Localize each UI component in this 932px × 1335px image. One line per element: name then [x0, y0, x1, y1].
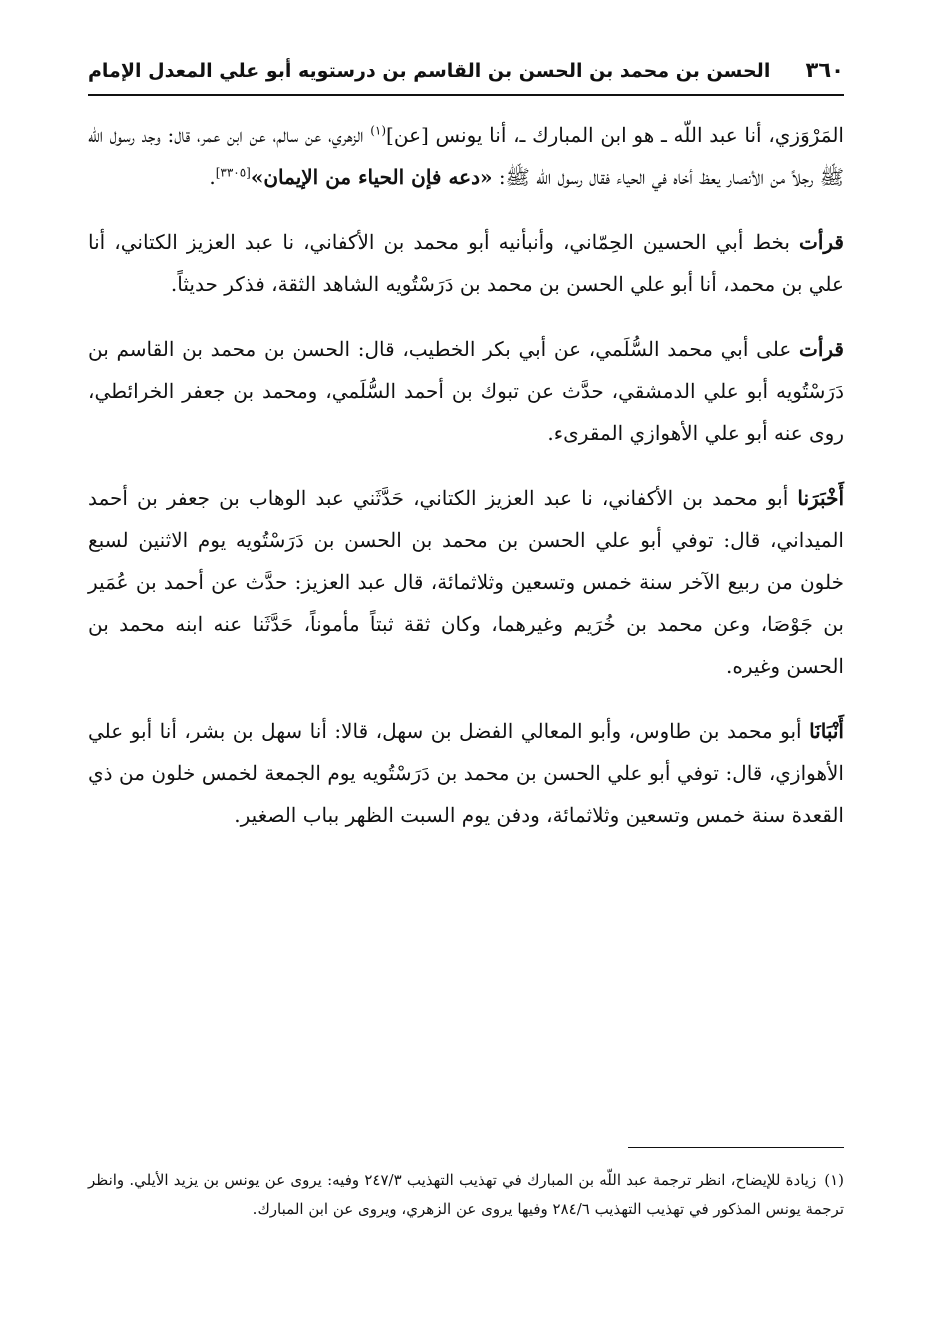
hadith-quote: «دعه فإن الحياء من الإيمان»	[250, 165, 493, 189]
paragraph-3-text: على أبي محمد السُّلَمي، عن أبي بكر الخطيب، قال: الحسن بن محمد بن القاسم بن دَرَسْتُويه أبو علي الدمشقي، حدَّث عن تبوك بن أحمد السُّلَمي، ومحمد بن جعفر الخرائطي، روى عنه أبو علي الأهوازي المقرىء.	[88, 337, 844, 445]
footnote-ref-1: (١)	[370, 123, 387, 138]
running-title: الحسن بن محمد بن الحسن بن القاسم بن درستويه أبو علي المعدل الإمام	[88, 60, 771, 82]
body-text	[88, 114, 844, 859]
footnote-1-text: زيادة للإيضاح، انظر ترجمة عبد اللّه بن المبارك في تهذيب التهذيب ٢٤٧/٣ وفيه: يروى عن يونس بن يزيد الأيلي. وانظر ترجمة يونس المذكور في تهذيب التهذيب ٢٨٤/٦ وفيها يروى عن الزهري، ويروى عن ابن المبارك.	[88, 1171, 844, 1218]
footnote-divider	[628, 1147, 844, 1148]
paragraph-2-lead: قرأت	[799, 230, 844, 254]
page-number: ٣٦٠	[805, 58, 844, 82]
paragraph-5-text: أبو محمد بن طاوس، وأبو المعالي الفضل بن سهل، قالا: أنا سهل بن بشر، أنا أبو علي الأهوازي، قال: توفي أبو علي الحسن بن محمد بن دَرَسْتُويه يوم الجمعة لخمس خلون من ذي القعدة سنة خمس وتسعين وثلاثمائة، ودفن يوم السبت الظهر بباب الصغير.	[88, 719, 844, 827]
paragraph-4-text: أبو محمد بن الأكفاني، نا عبد العزيز الكتاني، حَدَّثَني عبد الوهاب بن جعفر بن أحمد الميداني، قال: توفي أبو علي الحسن بن محمد بن الحسن بن دَرَسْتُويه يوم الاثنين لسبع خلون من ربيع الآخر سنة خمس وتسعين وثلاثمائة، قال عبد العزيز: حدَّث عن أحمد بن عُمَير بن جَوْصَا، وعن محمد بن خُرَيم وغيرهما، وكان ثقة ثبتاً مأموناً، حَدَّثَنا عنه ابنه محمد بن الحسن وغيره.	[88, 486, 844, 678]
paragraph-2	[88, 221, 844, 305]
paragraph-4-lead: أَخْبَرَنا	[797, 486, 844, 510]
footnotes	[88, 1166, 844, 1224]
paragraph-1-text-c: .	[209, 165, 216, 189]
hadith-number: [٣٣٠٥]	[215, 165, 251, 180]
paragraph-1	[88, 114, 844, 198]
paragraph-1-text-a: المَرْوَزي، أنا عبد اللّه ـ هو ابن المبارك ـ، أنا يونس [عن]	[386, 123, 844, 147]
page-header	[88, 56, 844, 96]
footnote-1-mark: (١)	[824, 1171, 844, 1189]
paragraph-5	[88, 710, 844, 836]
paragraph-4	[88, 477, 844, 687]
paragraph-1-text-b: الزهري، عن سالم، عن ابن عمر، قال: وجد رسول الله ﷺ رجلاً من الأنصار يعظ أخاه في الحياء فقال رسول الله ﷺ:	[88, 123, 844, 189]
paragraph-2-text: بخط أبي الحسين الحِمّاني، وأنبأنيه أبو محمد بن الأكفاني، نا عبد العزيز الكتاني، أنا علي بن محمد، أنا أبو علي الحسن بن محمد بن دَرَسْتُويه الشاهد الثقة، فذكر حديثاً.	[88, 230, 844, 296]
paragraph-3-lead: قرأت	[799, 337, 844, 361]
paragraph-5-lead: أَنْبَانَا	[809, 719, 844, 743]
footnote-1	[88, 1166, 844, 1224]
paragraph-3	[88, 328, 844, 454]
